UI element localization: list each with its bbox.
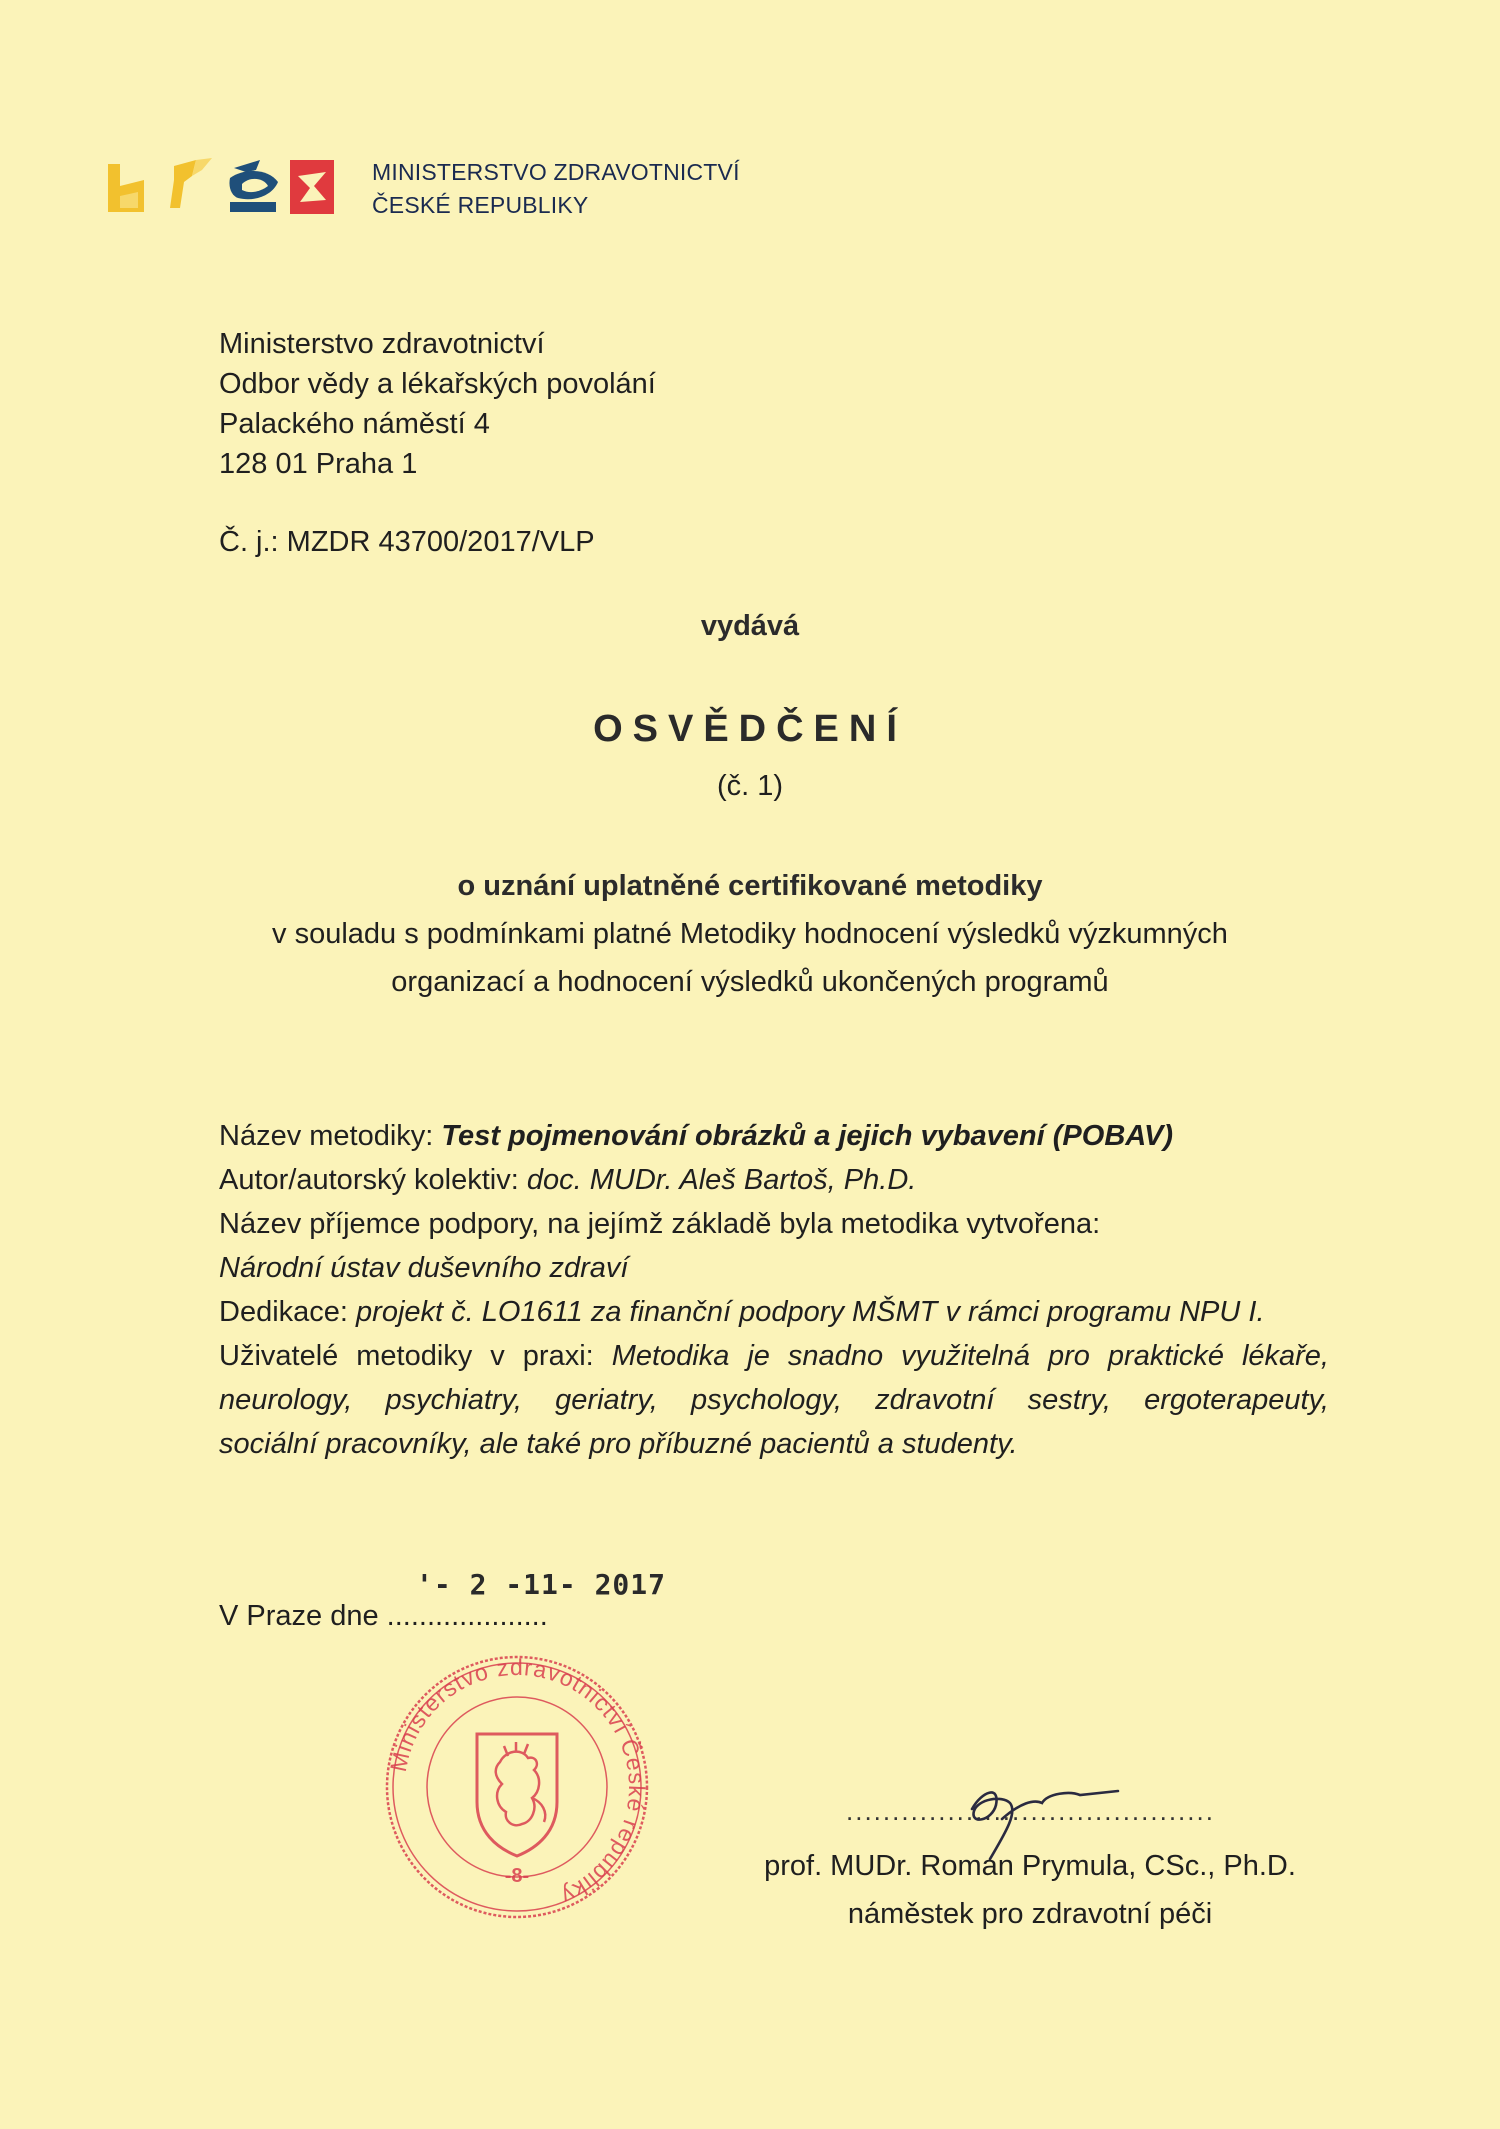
date-label: V Praze dne .................... — [219, 1600, 548, 1632]
dedication-value: projekt č. LO1611 za finanční podpory MŠMT v rámci programu NPU I. — [356, 1296, 1265, 1328]
address-line: Palackého náměstí 4 — [219, 408, 490, 440]
certificate-number: (č. 1) — [716, 770, 784, 802]
recipient-label: Název příjemce podpory, na jejímž základě byla metodika vytvořena: — [219, 1208, 1101, 1240]
method-name-label: Název metodiky: — [219, 1120, 434, 1152]
recipient-value: Národní ústav duševního zdraví — [219, 1252, 629, 1284]
method-name-row — [219, 1114, 1329, 1158]
method-name-value: Test pojmenování obrázků a jejich vybavení (POBAV) — [441, 1120, 1174, 1152]
users-value-continued: neurology, psychiatry, geriatry, psychology, zdravotní sestry, ergoterapeuty, — [219, 1384, 1329, 1416]
ministry-name — [372, 156, 740, 222]
signer-role: náměstek pro zdravotní péči — [847, 1898, 1213, 1930]
ministry-logo-icon — [104, 156, 348, 220]
dedication-row — [219, 1290, 1329, 1334]
reference-number: Č. j.: MZDR 43700/2017/VLP — [219, 526, 595, 558]
users-label: Uživatelé metodiky v praxi: — [219, 1340, 594, 1372]
signer-name: prof. MUDr. Roman Prymula, CSc., Ph.D. — [764, 1850, 1296, 1882]
users-value-continued: sociální pracovníky, ale také pro příbuzné pacientů a studenty. — [219, 1428, 1018, 1460]
issues-heading: vydává — [700, 610, 800, 642]
author-value: doc. MUDr. Aleš Bartoš, Ph.D. — [526, 1164, 917, 1196]
ministry-name-line1: MINISTERSTVO ZDRAVOTNICTVÍ — [372, 159, 740, 185]
signature-line: ........................................ — [846, 1796, 1215, 1826]
address-line: Odbor vědy a lékařských povolání — [219, 368, 656, 400]
details-block — [219, 1114, 1329, 1466]
address-line: Ministerstvo zdravotnictví — [219, 328, 545, 360]
address-line: 128 01 Praha 1 — [219, 448, 418, 480]
page-title: OSVĚDČENÍ — [593, 708, 907, 750]
author-label: Autor/autorský kolektiv: — [219, 1164, 519, 1196]
intro-line: v souladu s podmínkami platné Metodiky hodnocení výsledků výzkumných — [272, 918, 1228, 950]
seal-ring-text: Ministerstvo zdravotnictví České republiky — [384, 1653, 651, 1911]
ministry-name-line2: ČESKÉ REPUBLIKY — [372, 192, 589, 218]
intro-line: organizací a hodnocení výsledků ukončených programů — [391, 966, 1109, 998]
dedication-label: Dedikace: — [219, 1296, 348, 1328]
address-block — [219, 324, 656, 484]
users-value: Metodika je snadno využitelná pro praktické lékaře, — [611, 1340, 1329, 1372]
author-row — [219, 1158, 1329, 1202]
seal-number: -8- — [504, 1865, 530, 1887]
users-row — [219, 1334, 1329, 1378]
certificate-subtitle: o uznání uplatněné certifikované metodiky — [457, 870, 1043, 902]
date-stamp: '- 2 -11- 2017 — [416, 1568, 667, 1601]
